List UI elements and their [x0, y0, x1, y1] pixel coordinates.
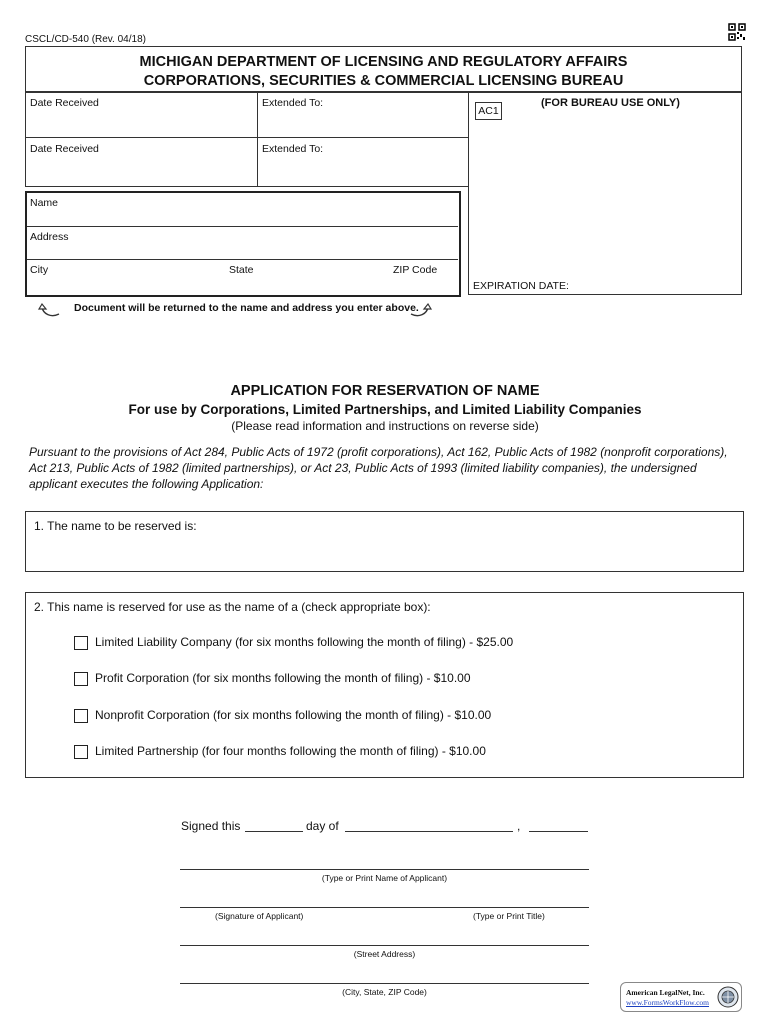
- entity-type-box: [25, 592, 744, 778]
- signed-this-label: Signed this: [181, 819, 241, 833]
- nonprofit-corp-option-label: Nonprofit Corporation (for six months following the month of filing) - $10.00: [95, 708, 492, 722]
- city-state-zip-line[interactable]: [180, 983, 589, 984]
- limited-partnership-checkbox[interactable]: [74, 745, 88, 759]
- q2-label: 2. This name is reserved for use as the name of a (check appropriate box):: [34, 600, 431, 614]
- footer-company: American LegalNet, Inc.: [626, 988, 705, 997]
- return-arrow-right-icon: [405, 300, 433, 320]
- footer-logo-box: [620, 982, 742, 1012]
- pursuant-paragraph: Pursuant to the provisions of Act 284, Public Acts of 1972 (profit corporations), Act 162, Public Acts of 1982 (nonprofit corporations), Act 213, Public Acts of 1982 (limited partnerships), or Act 23, Public Acts of 1993 (limited liability companies), the undersigned applicant executes the following Application:: [29, 445, 728, 491]
- return-arrow-left-icon: [37, 300, 65, 320]
- extended-to-field-2[interactable]: Extended To:: [257, 137, 469, 187]
- header-line-2: CORPORATIONS, SECURITIES & COMMERCIAL LICENSING BUREAU: [143, 73, 624, 89]
- signed-day-field[interactable]: [245, 831, 303, 832]
- globe-logo-icon: [717, 986, 739, 1008]
- q1-label: 1. The name to be reserved is:: [34, 519, 197, 533]
- department-header: [25, 46, 742, 92]
- ac1-code: AC1: [475, 102, 502, 120]
- name-field[interactable]: Name: [27, 193, 458, 227]
- form-title: APPLICATION FOR RESERVATION OF NAME: [230, 383, 540, 399]
- print-title-caption: (Type or Print Title): [473, 911, 545, 921]
- city-state-zip-caption: (City, State, ZIP Code): [342, 987, 427, 997]
- profit-corp-option-label: Profit Corporation (for six months following the month of filing) - $10.00: [95, 671, 471, 685]
- applicant-signature-caption: (Signature of Applicant): [215, 911, 304, 921]
- profit-corp-checkbox[interactable]: [74, 672, 88, 686]
- return-note: Document will be returned to the name and address you enter above.: [74, 302, 419, 314]
- expiration-date-label: EXPIRATION DATE:: [473, 280, 569, 292]
- day-of-label: day of: [306, 819, 339, 833]
- street-address-caption: (Street Address): [353, 949, 416, 959]
- limited-partnership-option-label: Limited Partnership (for four months following the month of filing) - $10.00: [95, 744, 486, 758]
- signature-title-line[interactable]: [180, 907, 589, 908]
- header-line-1: MICHIGAN DEPARTMENT OF LICENSING AND REGULATORY AFFAIRS: [139, 54, 628, 70]
- city-state-zip-field[interactable]: City State ZIP Code: [30, 264, 438, 276]
- applicant-name-line[interactable]: [180, 869, 589, 870]
- footer-url-link[interactable]: www.FormsWorkFlow.com: [626, 998, 710, 1007]
- address-field[interactable]: Address: [27, 227, 458, 260]
- llc-checkbox[interactable]: [74, 636, 88, 650]
- bureau-use-label: (FOR BUREAU USE ONLY): [541, 97, 680, 109]
- instructions-note: (Please read information and instructions on reverse side): [231, 419, 539, 433]
- signed-month-field[interactable]: [345, 831, 513, 832]
- bureau-use-box: [468, 92, 742, 295]
- extended-to-field-1[interactable]: Extended To:: [257, 92, 469, 138]
- form-id: CSCL/CD-540 (Rev. 04/18): [25, 34, 146, 45]
- date-received-field-1[interactable]: Date Received: [25, 92, 258, 138]
- qr-code-icon: [728, 23, 746, 41]
- date-received-field-2[interactable]: Date Received: [25, 137, 258, 187]
- street-address-line[interactable]: [180, 945, 589, 946]
- form-subtitle: For use by Corporations, Limited Partnerships, and Limited Liability Companies: [128, 402, 642, 417]
- date-comma: ,: [517, 819, 521, 833]
- nonprofit-corp-checkbox[interactable]: [74, 709, 88, 723]
- signed-year-field[interactable]: [529, 831, 588, 832]
- return-address-box: [25, 191, 461, 297]
- name-to-reserve-box[interactable]: [25, 511, 744, 572]
- llc-option-label: Limited Liability Company (for six months following the month of filing) - $25.00: [95, 635, 514, 649]
- applicant-name-caption: (Type or Print Name of Applicant): [321, 873, 448, 883]
